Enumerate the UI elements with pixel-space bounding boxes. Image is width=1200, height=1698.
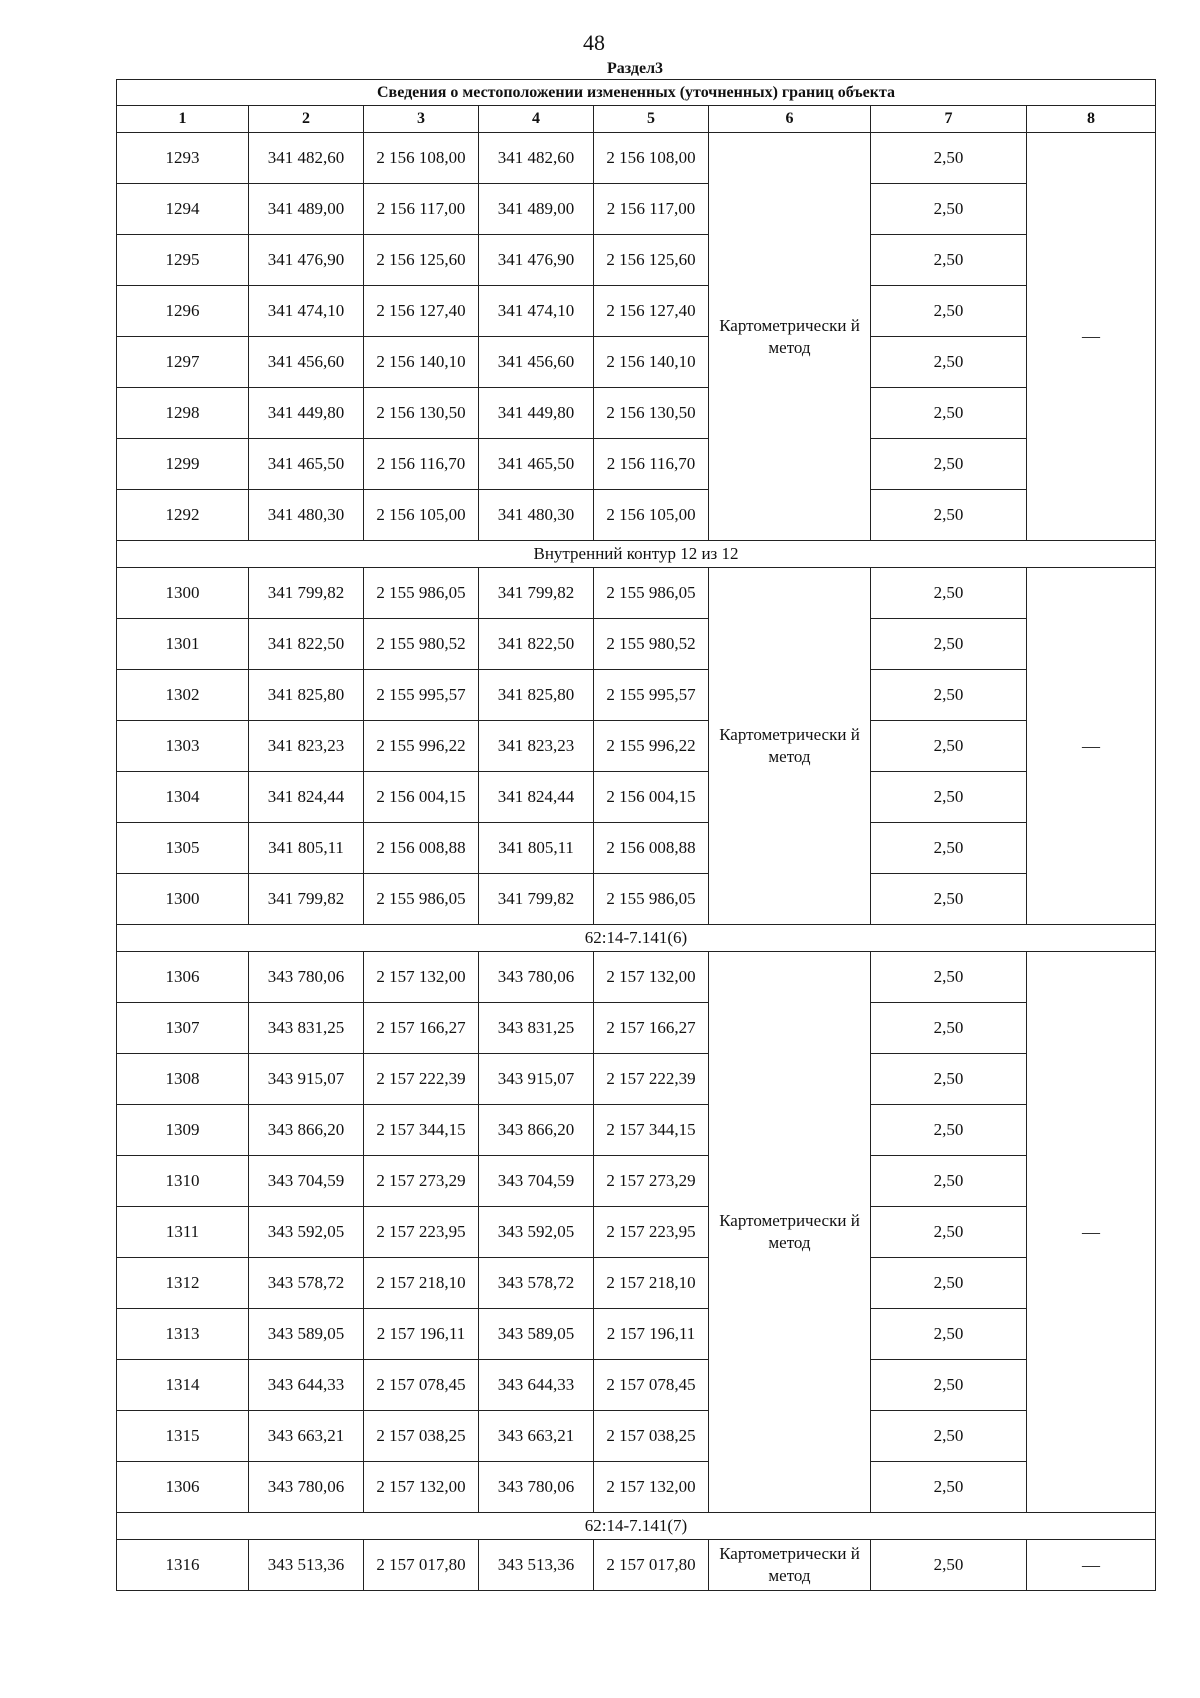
new-y-coordinate: 2 155 980,52 (594, 619, 709, 670)
determination-method: Картометрически й метод (709, 1540, 871, 1591)
new-x-coordinate: 341 449,80 (479, 388, 594, 439)
old-x-coordinate: 341 824,44 (249, 772, 364, 823)
new-x-coordinate: 341 825,80 (479, 670, 594, 721)
table-row (117, 388, 1156, 439)
point-number: 1295 (117, 235, 249, 286)
accuracy-value: 2,50 (871, 1105, 1027, 1156)
new-x-coordinate: 341 822,50 (479, 619, 594, 670)
point-number: 1300 (117, 874, 249, 925)
old-x-coordinate: 343 704,59 (249, 1156, 364, 1207)
table-row (117, 1411, 1156, 1462)
old-y-coordinate: 2 156 140,10 (364, 337, 479, 388)
old-y-coordinate: 2 157 132,00 (364, 1462, 479, 1513)
new-x-coordinate: 343 589,05 (479, 1309, 594, 1360)
new-x-coordinate: 341 476,90 (479, 235, 594, 286)
new-x-coordinate: 341 805,11 (479, 823, 594, 874)
old-y-coordinate: 2 156 008,88 (364, 823, 479, 874)
new-x-coordinate: 341 456,60 (479, 337, 594, 388)
new-y-coordinate: 2 156 116,70 (594, 439, 709, 490)
old-x-coordinate: 341 805,11 (249, 823, 364, 874)
new-x-coordinate: 343 513,36 (479, 1540, 594, 1591)
accuracy-value: 2,50 (871, 874, 1027, 925)
accuracy-value: 2,50 (871, 184, 1027, 235)
table-row (117, 1207, 1156, 1258)
section-label-row (117, 925, 1156, 952)
old-x-coordinate: 341 465,50 (249, 439, 364, 490)
new-x-coordinate: 341 474,10 (479, 286, 594, 337)
new-y-coordinate: 2 156 117,00 (594, 184, 709, 235)
point-number: 1298 (117, 388, 249, 439)
column-header: 4 (479, 106, 594, 133)
table-row (117, 1360, 1156, 1411)
old-y-coordinate: 2 156 116,70 (364, 439, 479, 490)
old-y-coordinate: 2 155 995,57 (364, 670, 479, 721)
point-number: 1303 (117, 721, 249, 772)
old-y-coordinate: 2 155 986,05 (364, 568, 479, 619)
new-x-coordinate: 341 482,60 (479, 133, 594, 184)
table-row (117, 1540, 1156, 1591)
column-header: 2 (249, 106, 364, 133)
point-number: 1304 (117, 772, 249, 823)
old-y-coordinate: 2 155 996,22 (364, 721, 479, 772)
point-number: 1309 (117, 1105, 249, 1156)
old-y-coordinate: 2 156 004,15 (364, 772, 479, 823)
old-x-coordinate: 343 780,06 (249, 1462, 364, 1513)
new-y-coordinate: 2 157 078,45 (594, 1360, 709, 1411)
new-x-coordinate: 343 578,72 (479, 1258, 594, 1309)
point-number: 1311 (117, 1207, 249, 1258)
new-y-coordinate: 2 157 273,29 (594, 1156, 709, 1207)
new-y-coordinate: 2 156 130,50 (594, 388, 709, 439)
accuracy-value: 2,50 (871, 490, 1027, 541)
point-number: 1310 (117, 1156, 249, 1207)
accuracy-value: 2,50 (871, 1258, 1027, 1309)
old-y-coordinate: 2 157 132,00 (364, 952, 479, 1003)
point-number: 1315 (117, 1411, 249, 1462)
new-y-coordinate: 2 157 223,95 (594, 1207, 709, 1258)
new-x-coordinate: 343 644,33 (479, 1360, 594, 1411)
table-row (117, 721, 1156, 772)
table-row (117, 1105, 1156, 1156)
table-row (117, 1003, 1156, 1054)
old-y-coordinate: 2 156 117,00 (364, 184, 479, 235)
point-number: 1307 (117, 1003, 249, 1054)
old-x-coordinate: 341 449,80 (249, 388, 364, 439)
section-label: 62:14-7.141(6) (117, 925, 1156, 952)
old-y-coordinate: 2 157 078,45 (364, 1360, 479, 1411)
new-x-coordinate: 341 799,82 (479, 568, 594, 619)
accuracy-value: 2,50 (871, 1003, 1027, 1054)
description-cell: — (1027, 1540, 1156, 1591)
accuracy-value: 2,50 (871, 568, 1027, 619)
new-x-coordinate: 341 480,30 (479, 490, 594, 541)
new-x-coordinate: 343 704,59 (479, 1156, 594, 1207)
table-row (117, 568, 1156, 619)
new-x-coordinate: 341 799,82 (479, 874, 594, 925)
accuracy-value: 2,50 (871, 388, 1027, 439)
new-y-coordinate: 2 157 017,80 (594, 1540, 709, 1591)
old-y-coordinate: 2 156 108,00 (364, 133, 479, 184)
table-row (117, 619, 1156, 670)
old-y-coordinate: 2 157 218,10 (364, 1258, 479, 1309)
old-x-coordinate: 343 831,25 (249, 1003, 364, 1054)
old-x-coordinate: 341 799,82 (249, 568, 364, 619)
old-y-coordinate: 2 155 986,05 (364, 874, 479, 925)
old-y-coordinate: 2 156 125,60 (364, 235, 479, 286)
point-number: 1306 (117, 1462, 249, 1513)
table-row (117, 1309, 1156, 1360)
accuracy-value: 2,50 (871, 1156, 1027, 1207)
determination-method: Картометрически й метод (709, 133, 871, 541)
column-header: 5 (594, 106, 709, 133)
old-y-coordinate: 2 157 017,80 (364, 1540, 479, 1591)
new-y-coordinate: 2 157 344,15 (594, 1105, 709, 1156)
accuracy-value: 2,50 (871, 823, 1027, 874)
table-row (117, 1054, 1156, 1105)
new-y-coordinate: 2 156 008,88 (594, 823, 709, 874)
new-y-coordinate: 2 157 132,00 (594, 1462, 709, 1513)
table-row (117, 772, 1156, 823)
new-x-coordinate: 343 915,07 (479, 1054, 594, 1105)
new-x-coordinate: 343 592,05 (479, 1207, 594, 1258)
table-row (117, 286, 1156, 337)
point-number: 1313 (117, 1309, 249, 1360)
accuracy-value: 2,50 (871, 337, 1027, 388)
old-x-coordinate: 341 799,82 (249, 874, 364, 925)
new-x-coordinate: 343 831,25 (479, 1003, 594, 1054)
accuracy-value: 2,50 (871, 721, 1027, 772)
new-y-coordinate: 2 157 038,25 (594, 1411, 709, 1462)
new-x-coordinate: 343 780,06 (479, 1462, 594, 1513)
accuracy-value: 2,50 (871, 670, 1027, 721)
old-x-coordinate: 343 644,33 (249, 1360, 364, 1411)
new-y-coordinate: 2 155 995,57 (594, 670, 709, 721)
table-row (117, 823, 1156, 874)
table-row (117, 337, 1156, 388)
table-row (117, 952, 1156, 1003)
new-y-coordinate: 2 155 986,05 (594, 568, 709, 619)
description-cell: — (1027, 133, 1156, 541)
point-number: 1308 (117, 1054, 249, 1105)
point-number: 1299 (117, 439, 249, 490)
point-number: 1316 (117, 1540, 249, 1591)
column-header: 7 (871, 106, 1027, 133)
point-number: 1293 (117, 133, 249, 184)
new-y-coordinate: 2 156 004,15 (594, 772, 709, 823)
point-number: 1305 (117, 823, 249, 874)
old-x-coordinate: 341 482,60 (249, 133, 364, 184)
determination-method: Картометрически й метод (709, 568, 871, 925)
accuracy-value: 2,50 (871, 439, 1027, 490)
section-label-row (117, 541, 1156, 568)
column-header: 8 (1027, 106, 1156, 133)
old-y-coordinate: 2 157 273,29 (364, 1156, 479, 1207)
point-number: 1302 (117, 670, 249, 721)
old-x-coordinate: 341 823,23 (249, 721, 364, 772)
accuracy-value: 2,50 (871, 286, 1027, 337)
page-number: 48 (583, 30, 605, 55)
old-x-coordinate: 343 513,36 (249, 1540, 364, 1591)
old-x-coordinate: 343 780,06 (249, 952, 364, 1003)
description-cell: — (1027, 952, 1156, 1513)
new-y-coordinate: 2 155 986,05 (594, 874, 709, 925)
accuracy-value: 2,50 (871, 1411, 1027, 1462)
new-y-coordinate: 2 157 222,39 (594, 1054, 709, 1105)
point-number: 1312 (117, 1258, 249, 1309)
new-x-coordinate: 341 823,23 (479, 721, 594, 772)
column-header: 1 (117, 106, 249, 133)
old-x-coordinate: 343 592,05 (249, 1207, 364, 1258)
old-y-coordinate: 2 155 980,52 (364, 619, 479, 670)
point-number: 1306 (117, 952, 249, 1003)
old-y-coordinate: 2 157 038,25 (364, 1411, 479, 1462)
old-y-coordinate: 2 157 223,95 (364, 1207, 479, 1258)
accuracy-value: 2,50 (871, 1462, 1027, 1513)
column-header-row (117, 106, 1156, 133)
new-x-coordinate: 343 663,21 (479, 1411, 594, 1462)
accuracy-value: 2,50 (871, 952, 1027, 1003)
table-row (117, 235, 1156, 286)
table-row (117, 1258, 1156, 1309)
table-row (117, 133, 1156, 184)
table-row (117, 1156, 1156, 1207)
new-y-coordinate: 2 157 218,10 (594, 1258, 709, 1309)
old-y-coordinate: 2 156 105,00 (364, 490, 479, 541)
table-row (117, 490, 1156, 541)
new-x-coordinate: 341 489,00 (479, 184, 594, 235)
section-label: 62:14-7.141(7) (117, 1513, 1156, 1540)
table-row (117, 184, 1156, 235)
table-row (117, 439, 1156, 490)
old-y-coordinate: 2 157 166,27 (364, 1003, 479, 1054)
new-x-coordinate: 343 780,06 (479, 952, 594, 1003)
new-y-coordinate: 2 157 132,00 (594, 952, 709, 1003)
old-x-coordinate: 341 489,00 (249, 184, 364, 235)
point-number: 1300 (117, 568, 249, 619)
table-row (117, 670, 1156, 721)
old-x-coordinate: 341 476,90 (249, 235, 364, 286)
old-x-coordinate: 343 866,20 (249, 1105, 364, 1156)
accuracy-value: 2,50 (871, 619, 1027, 670)
old-x-coordinate: 341 474,10 (249, 286, 364, 337)
old-y-coordinate: 2 156 130,50 (364, 388, 479, 439)
accuracy-value: 2,50 (871, 1054, 1027, 1105)
boundary-coordinates-table (116, 79, 1156, 1591)
determination-method: Картометрически й метод (709, 952, 871, 1513)
new-y-coordinate: 2 156 140,10 (594, 337, 709, 388)
column-header: 6 (709, 106, 871, 133)
old-y-coordinate: 2 157 344,15 (364, 1105, 479, 1156)
old-x-coordinate: 341 456,60 (249, 337, 364, 388)
point-number: 1297 (117, 337, 249, 388)
old-x-coordinate: 343 663,21 (249, 1411, 364, 1462)
old-x-coordinate: 341 822,50 (249, 619, 364, 670)
old-x-coordinate: 341 480,30 (249, 490, 364, 541)
section-label-row (117, 1513, 1156, 1540)
accuracy-value: 2,50 (871, 235, 1027, 286)
old-x-coordinate: 341 825,80 (249, 670, 364, 721)
old-y-coordinate: 2 156 127,40 (364, 286, 479, 337)
old-x-coordinate: 343 915,07 (249, 1054, 364, 1105)
point-number: 1294 (117, 184, 249, 235)
column-header: 3 (364, 106, 479, 133)
table-row (117, 1462, 1156, 1513)
point-number: 1314 (117, 1360, 249, 1411)
new-y-coordinate: 2 156 108,00 (594, 133, 709, 184)
old-y-coordinate: 2 157 196,11 (364, 1309, 479, 1360)
point-number: 1292 (117, 490, 249, 541)
point-number: 1301 (117, 619, 249, 670)
new-y-coordinate: 2 156 105,00 (594, 490, 709, 541)
table-row (117, 874, 1156, 925)
old-y-coordinate: 2 157 222,39 (364, 1054, 479, 1105)
new-y-coordinate: 2 157 196,11 (594, 1309, 709, 1360)
accuracy-value: 2,50 (871, 133, 1027, 184)
new-y-coordinate: 2 155 996,22 (594, 721, 709, 772)
section-label: Внутренний контур 12 из 12 (117, 541, 1156, 568)
accuracy-value: 2,50 (871, 1207, 1027, 1258)
accuracy-value: 2,50 (871, 1360, 1027, 1411)
new-x-coordinate: 341 824,44 (479, 772, 594, 823)
accuracy-value: 2,50 (871, 772, 1027, 823)
description-cell: — (1027, 568, 1156, 925)
accuracy-value: 2,50 (871, 1309, 1027, 1360)
new-y-coordinate: 2 156 127,40 (594, 286, 709, 337)
old-x-coordinate: 343 578,72 (249, 1258, 364, 1309)
new-x-coordinate: 343 866,20 (479, 1105, 594, 1156)
accuracy-value: 2,50 (871, 1540, 1027, 1591)
new-y-coordinate: 2 157 166,27 (594, 1003, 709, 1054)
section-title: Раздел3 (606, 60, 664, 77)
point-number: 1296 (117, 286, 249, 337)
table-caption: Сведения о местоположении измененных (уточненных) границ объекта (117, 80, 1156, 106)
old-x-coordinate: 343 589,05 (249, 1309, 364, 1360)
new-y-coordinate: 2 156 125,60 (594, 235, 709, 286)
new-x-coordinate: 341 465,50 (479, 439, 594, 490)
